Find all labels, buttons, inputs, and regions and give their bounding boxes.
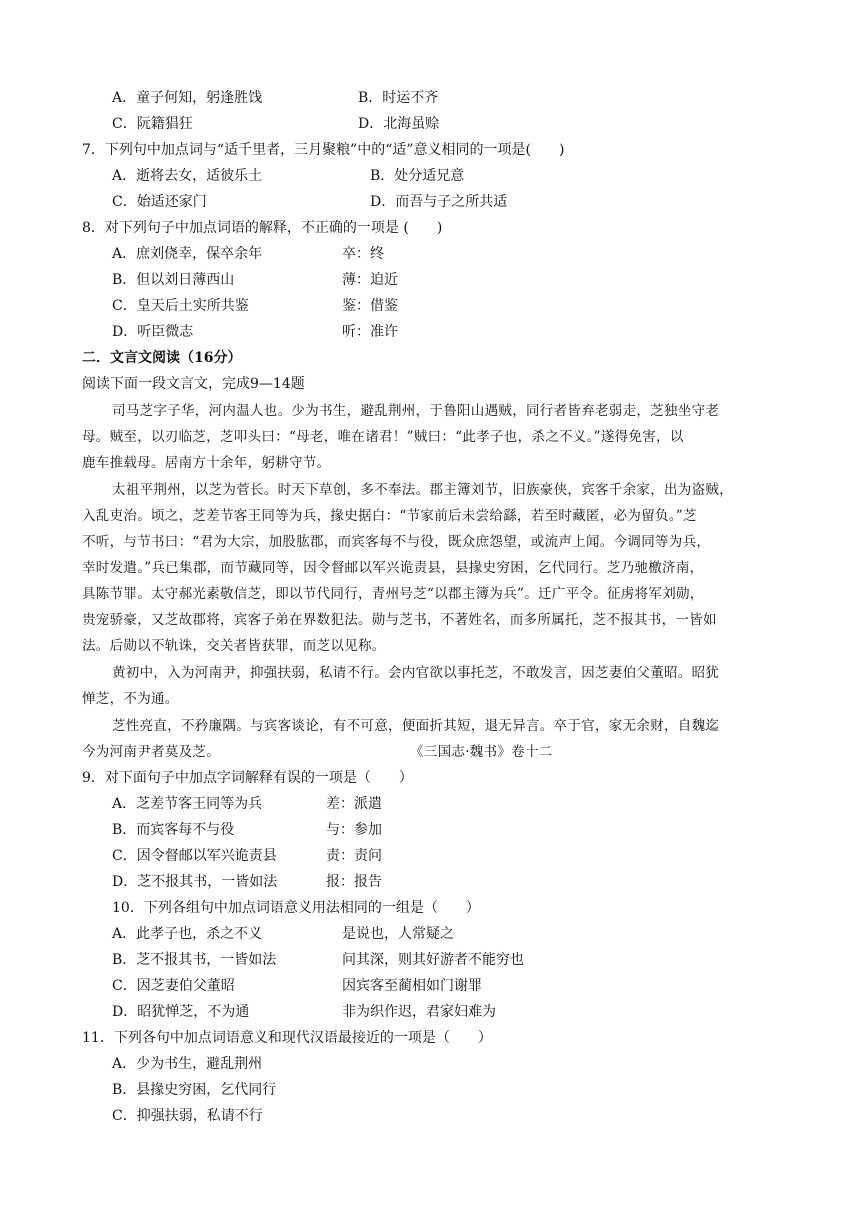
q8-option-d[interactable] <box>112 322 398 342</box>
q7-option-a[interactable]: A．逝将去女，适彼乐土 <box>112 168 263 184</box>
q9-option-def: 报：报告 <box>326 874 382 890</box>
q9-stem: 9．对下面句子中加点字词解释有误的一项是（ ） <box>82 770 413 786</box>
q9-option-text: B．而宾客每不与役 <box>112 822 235 838</box>
q9-option-def: 责：责问 <box>326 848 382 864</box>
passage-line: 鹿车推载母。居南方十余年，躬耕守节。 <box>82 455 331 471</box>
q8-option-def: 鉴：借鉴 <box>342 298 398 314</box>
passage-line: 法。后勋以不轨诛，交关者皆获罪，而芝以见称。 <box>82 638 386 654</box>
q6-option-b[interactable]: B．时运不齐 <box>358 90 439 106</box>
q6-row-1 <box>112 88 438 108</box>
q10-option-b[interactable] <box>112 950 524 970</box>
q11-stem: 11．下列各句中加点词语意义和现代汉语最接近的一项是（ ） <box>82 1030 492 1046</box>
q6-option-a[interactable]: A．童子何知，躬逢胜饯 <box>112 90 263 106</box>
q10-option-a[interactable] <box>112 924 454 944</box>
q7-row-2 <box>112 192 507 212</box>
passage-line: 太祖平荆州，以芝为菅长。时天下草创，多不奉法。郡主簿刘节，旧族豪侠，宾客千余家，出为盗贼， <box>112 482 733 498</box>
q10-option-text: D．昭犹惮芝，不为通 <box>112 1004 250 1020</box>
passage-line: 今为河南尹者莫及芝。 <box>82 744 220 760</box>
passage-line: 司马芝字子华，河内温人也。少为书生，避乱荆州，于鲁阳山遇贼，同行者皆弃老弱走，芝独坐守老 <box>112 403 720 419</box>
q8-option-a[interactable] <box>112 244 384 264</box>
q10-option-c[interactable] <box>112 976 482 996</box>
q8-option-def: 薄：迫近 <box>342 272 398 288</box>
passage-line: 幸时发遣。”兵已集郡，而节藏同等，因令督邮以军兴诡责县，县掾史穷困，乞代同行。芝乃驰檄济南， <box>82 560 704 576</box>
q10-option-def: 是说也，人常疑之 <box>342 926 454 942</box>
q7-stem: 7．下列句中加点词与“适千里者，三月聚粮”中的“适”意义相同的一项是( ) <box>82 142 565 158</box>
passage-line: 黄初中，入为河南尹，抑强扶弱，私请不行。会内官欲以事托芝，不敢发言，因芝妻伯父董昭。昭犹 <box>112 665 720 681</box>
passage-line: 具陈节罪。太守郝光素敬信芝，即以节代同行，青州号芝“以郡主簿为兵”。迁广平令。征虏将军刘勋， <box>82 586 704 602</box>
passage-source: 《三国志·魏书》卷十二 <box>410 744 553 760</box>
q9-option-def: 差：派遣 <box>326 796 382 812</box>
q10-option-text: A．此孝子也，杀之不义 <box>112 926 263 942</box>
q8-option-def: 听：准许 <box>342 324 398 340</box>
section-heading: 二．文言文阅读（16分） <box>82 350 242 366</box>
q9-option-text: A．芝差节客王同等为兵 <box>112 796 263 812</box>
passage-line: 母。贼至，以刃临芝，芝叩头曰：“母老，唯在诸君！”贼曰：“此孝子也，杀之不义。”遂得免害，以 <box>82 429 684 445</box>
q8-option-text: C．皇天后土实所共鉴 <box>112 298 249 314</box>
q7-option-b[interactable]: B．处分适兄意 <box>370 168 465 184</box>
q6-row-2 <box>112 114 439 134</box>
q9-option-def: 与：参加 <box>326 822 382 838</box>
q9-option-b[interactable] <box>112 820 382 840</box>
q10-option-text: B．芝不报其书，一皆如法 <box>112 952 277 968</box>
q7-row-1 <box>112 166 464 186</box>
q10-stem: 10．下列各组句中加点词语意义用法相同的一组是（ ） <box>112 900 480 916</box>
q6-option-c[interactable]: C．阮籍猖狂 <box>112 116 193 132</box>
q7-option-d[interactable]: D．而吾与子之所共适 <box>370 194 508 210</box>
q9-option-c[interactable] <box>112 846 382 866</box>
q7-option-c[interactable]: C．始适还家门 <box>112 194 207 210</box>
section-intro: 阅读下面一段文言文，完成9—14题 <box>82 376 305 392</box>
passage-line: 惮芝，不为通。 <box>82 691 179 707</box>
q10-option-def: 问其深，则其好游者不能穷也 <box>342 952 524 968</box>
q8-option-text: B．但以刘日薄西山 <box>112 272 235 288</box>
q11-option-c[interactable]: C．抑强扶弱，私请不行 <box>112 1108 263 1124</box>
q9-option-text: D．芝不报其书，一皆如法 <box>112 874 278 890</box>
q8-option-text: D．听臣微志 <box>112 324 194 340</box>
q8-stem: 8．对下列句子中加点词语的解释，不正确的一项是 ( ) <box>82 220 443 236</box>
q8-option-text: A．庶刘侥幸，保卒余年 <box>112 246 263 262</box>
q10-option-text: C．因芝妻伯父董昭 <box>112 978 235 994</box>
q10-option-def: 非为织作迟，君家妇难为 <box>342 1004 496 1020</box>
q8-option-c[interactable] <box>112 296 398 316</box>
q8-option-b[interactable] <box>112 270 398 290</box>
q10-option-def: 因宾客至蔺相如门谢罪 <box>342 978 482 994</box>
passage-line: 芝性亮直，不矜廉隅。与宾客谈论，有不可意，便面折其短，退无异言。卒于官，家无余财，自魏迄 <box>112 718 720 734</box>
q11-option-b[interactable]: B．县掾史穷困，乞代同行 <box>112 1082 277 1098</box>
q6-option-d[interactable]: D．北海虽赊 <box>358 116 440 132</box>
q11-option-a[interactable]: A．少为书生，避乱荆州 <box>112 1056 263 1072</box>
passage-line: 入乱吏治。顷之，芝差节客王同等为兵，掾史据白：“节家前后未尝给繇，若至时藏匿，必为留负。”芝 <box>82 508 697 524</box>
q8-option-def: 卒：终 <box>342 246 384 262</box>
q9-option-a[interactable] <box>112 794 382 814</box>
q9-option-text: C．因令督邮以军兴诡责县 <box>112 848 277 864</box>
q10-option-d[interactable] <box>112 1002 496 1022</box>
q9-option-d[interactable] <box>112 872 382 892</box>
passage-line: 贵宠骄豪，又芝故郡将，宾客子弟在界数犯法。勋与芝书，不著姓名，而多所属托，芝不报其书，一皆如 <box>82 612 717 628</box>
passage-line: 不听，与节书曰：“君为大宗，加股肱郡，而宾客每不与役，既众庶怨望，或流声上闻。今调同等为兵， <box>82 534 711 550</box>
